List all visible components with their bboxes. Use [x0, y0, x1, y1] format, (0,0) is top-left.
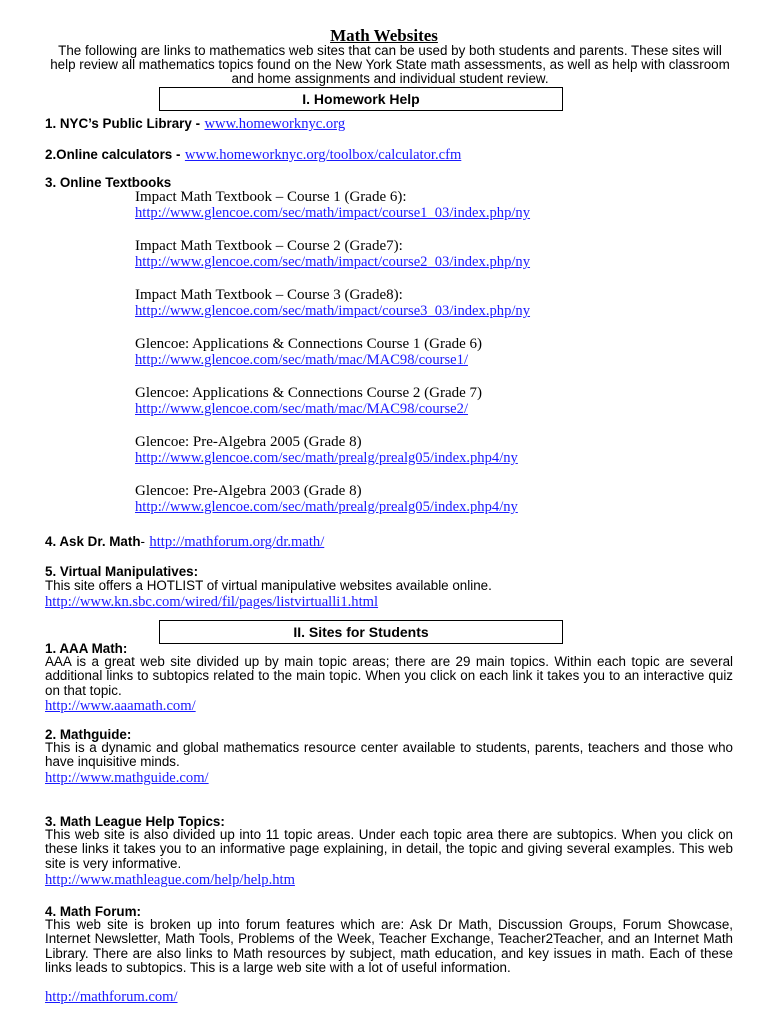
math-forum-link[interactable]: http://mathforum.com/ [45, 989, 178, 1005]
homeworknyc-link[interactable]: www.homeworknyc.org [204, 116, 346, 132]
math-league-text: This web site is also divided up into 11 topic areas. Under each topic area there are subtopics. When you click on these links it takes you to an informative page explaining, in detail, the topic and giving several examples. This web site is very informative. [45, 827, 733, 871]
textbook-name: Glencoe: Applications & Connections Course 2 (Grade 7) [135, 385, 483, 401]
textbook-link[interactable]: http://www.glencoe.com/sec/math/prealg/prealg05/index.php4/ny [135, 499, 518, 515]
math-forum-text: This web site is broken up into forum features which are: Ask Dr Math, Discussion Groups, Forum Showcase, Internet Newsletter, Math Tools, Problems of the Week, Teacher Exchange, Teacher2Teacher, and an Internet Math Library. There are also links to Math resources by subject, math education, and key issues in math. Each of these links leads to subtopics. This is a large web site with a lot of useful information. [45, 917, 733, 976]
virtual-manipulatives-text: This site offers a HOTLIST of virtual manipulative websites available online. [45, 578, 492, 593]
calculator-link[interactable]: www.homeworknyc.org/toolbox/calculator.cfm [184, 147, 462, 163]
list-item-ask-dr-math [45, 533, 324, 551]
section-heading-homework-help: I. Homework Help [159, 87, 563, 111]
textbook-link[interactable]: http://www.glencoe.com/sec/math/mac/MAC98/course1/ [135, 352, 469, 368]
textbook-link[interactable]: http://www.glencoe.com/sec/math/impact/course1_03/index.php/ny [135, 205, 531, 221]
textbook-link[interactable]: http://www.glencoe.com/sec/math/impact/course3_03/index.php/ny [135, 303, 531, 319]
separator: - [140, 534, 145, 549]
section-heading-sites-for-students: II. Sites for Students [159, 620, 563, 644]
textbook-name: Glencoe: Applications & Connections Course 1 (Grade 6) [135, 336, 483, 352]
textbook-name: Glencoe: Pre-Algebra 2005 (Grade 8) [135, 434, 362, 450]
math-league-link[interactable]: http://www.mathleague.com/help/help.htm [45, 872, 295, 888]
intro-paragraph: The following are links to mathematics web sites that can be used by both students and parents. These sites will help review all mathematics topics found on the New York State math assessments, as well as help with classroom and home assignments and individual student review. [50, 43, 730, 87]
aaa-math-link[interactable]: http://www.aaamath.com/ [45, 698, 196, 714]
aaa-math-text: AAA is a great web site divided up by main topic areas; there are 29 main topics. Within each topic are several additional links to subtopics related to the main topic. When you click on each link it takes you to an interactive quiz on that topic. [45, 654, 733, 698]
virtual-manipulatives-label: 5. Virtual Manipulatives: [45, 564, 199, 579]
mathguide-label: 2. Mathguide: [45, 727, 132, 742]
online-textbooks-label: 3. Online Textbooks [45, 175, 172, 190]
textbook-name: Impact Math Textbook – Course 3 (Grade8): [135, 287, 403, 303]
math-forum-label: 4. Math Forum: [45, 904, 141, 919]
textbook-link[interactable]: http://www.glencoe.com/sec/math/impact/course2_03/index.php/ny [135, 254, 531, 270]
mathguide-text: This is a dynamic and global mathematics resource center available to students, parents, teachers and those who have inquisitive minds. [45, 740, 733, 770]
mathguide-link[interactable]: http://www.mathguide.com/ [45, 770, 209, 786]
textbook-link[interactable]: http://www.glencoe.com/sec/math/mac/MAC98/course2/ [135, 401, 469, 417]
aaa-math-label: 1. AAA Math: [45, 641, 128, 656]
page-title: Math Websites [330, 26, 438, 45]
item-label: 4. Ask Dr. Math [45, 534, 141, 549]
list-item-nyc-library [45, 115, 345, 133]
textbook-name: Impact Math Textbook – Course 1 (Grade 6): [135, 189, 407, 205]
item-label: 1. NYC’s Public Library - [45, 116, 201, 131]
textbook-name: Glencoe: Pre-Algebra 2003 (Grade 8) [135, 483, 362, 499]
virtual-manipulatives-link[interactable]: http://www.kn.sbc.com/wired/fil/pages/listvirtualli1.html [45, 594, 379, 610]
dr-math-link[interactable]: http://mathforum.org/dr.math/ [149, 534, 325, 550]
item-label: 2.Online calculators - [45, 147, 181, 162]
math-league-label: 3. Math League Help Topics: [45, 814, 225, 829]
textbook-name: Impact Math Textbook – Course 2 (Grade7): [135, 238, 403, 254]
list-item-online-calculators [45, 146, 461, 164]
textbook-link[interactable]: http://www.glencoe.com/sec/math/prealg/prealg05/index.php4/ny [135, 450, 518, 466]
